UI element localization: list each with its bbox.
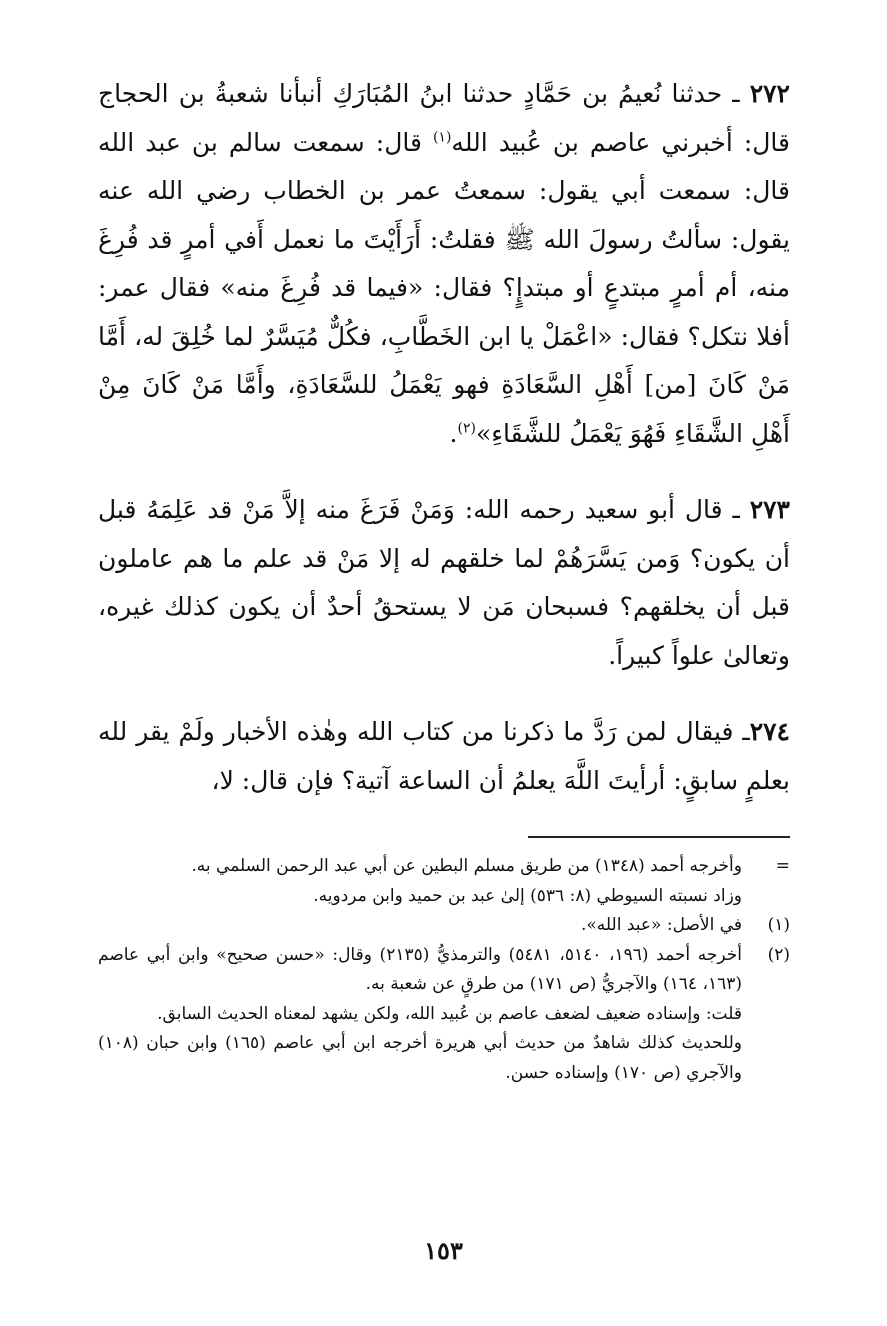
footnote [98,911,790,941]
paragraph-number: ٢٧٤ [749,717,790,746]
paragraph-number: ٢٧٣ [749,495,790,524]
footnote [98,852,790,882]
footnote-text: وللحديث كذلك شاهدٌ من حديث أبي هريرة أخرجه ابن أبي عاصم (١٦٥) وابن حبان (١٠٨) والآجري (ص ١٧٠) وإسناده حسن. [98,1033,742,1083]
paragraph-text: ـ فيقال لمن رَدَّ ما ذكرنا من كتاب الله وهٰذه الأخبار ولَمْ يقر لله بعلمٍ سابقٍ: أرأيتَ اللَّهَ يعلمُ أن الساعة آتية؟ فإن قال: لا، [98,717,790,795]
footnote-text: وأخرجه أحمد (١٣٤٨) من طريق مسلم البطين عن أبي عبد الرحمن السلمي به. [191,856,742,876]
paragraph-text: ـ حدثنا نُعيمُ بن حَمَّادٍ حدثنا ابنُ المُبَارَكِ أنبأنا شعبةُ بن الحجاج قال: أخبرني عاصم بن عُبيد الله [98,79,790,157]
paragraph-number: ٢٧٢ [749,79,790,108]
footnotes [98,852,790,1088]
paragraph-text: ـ قال أبو سعيد رحمه الله: وَمَنْ فَرَغَ منه إلاَّ مَنْ قد عَلِمَهُ قبل أن يكون؟ وَمن يَسَّرَهُمْ لما خلقهم له إلا مَنْ قد علم ما هم عاملون قبل أن يخلقهم؟ فسبحان مَن لا يستحقُ أحدٌ أن يكون كذلك غيره، وتعالىٰ علواً كبيراً. [98,495,790,670]
footnote-mark: (٢) [767,944,790,965]
paragraph-274 [98,708,790,805]
paragraph-273 [98,486,790,680]
footnote [98,1000,790,1030]
footnote-reference: (١) [432,129,452,146]
paragraph-text: . [449,418,458,448]
footnote-divider [528,836,790,838]
footnote-text: قلت: وإسناده ضعيف لضعف عاصم بن عُبيد الله، ولكن يشهد لمعناه الحديث السابق. [157,1003,742,1024]
paragraph-272 [98,70,790,458]
main-text [98,70,790,805]
paragraph-text: قال: سمعت سالم بن عبد الله قال: سمعت أبي يقول: سمعتُ عمر بن الخطاب رضي الله عنه يقول: سألتُ رسولَ الله ﷺ فقلتُ: أَرَأَيْتَ ما نعمل أَفي أمرٍ قد فُرِغَ منه، أم أمرٍ مبتدعٍ أو مبتدإٍ؟ فقال: «فيما قد فُرِغَ منه» فقال عمر: أفلا نتكل؟ فقال: «اعْمَلْ يا ابن الخَطَّابِ، فكُلٌّ مُيَسَّرٌ لما خُلِقَ له، أَمَّا مَنْ كَانَ [من] أَهْلِ السَّعَادَةِ فهو يَعْمَلُ للسَّعَادَةِ، وأَمَّا مَنْ كَانَ مِنْ أَهْلِ الشَّقَاءِ فَهُوَ يَعْمَلُ للشَّقَاءِ» [98,127,790,448]
footnote-text: أخرجه أحمد (١٩٦، ٥١٤٠، ٥٤٨١) والترمذيُّ (٢١٣٥) وقال: «حسن صحيح» وابن أبي عاصم (١٦٣، ١٦٤) والآجريُّ (ص ١٧١) من طرقٍ عن شعبة به. [98,944,742,994]
footnote-text: وزاد نسبته السيوطي (٨: ٥٣٦) إلىٰ عبد بن حميد وابن مردويه. [313,885,742,906]
footnote-reference: (٢) [457,420,476,437]
footnote [98,941,790,1000]
footnote [98,882,790,912]
footnote-mark: = [775,856,790,876]
footnote-mark: (١) [767,915,790,935]
footnote [98,1029,790,1088]
page-number: ١٥٣ [424,1236,463,1265]
footnote-text: في الأصل: «عبد الله». [580,915,742,935]
